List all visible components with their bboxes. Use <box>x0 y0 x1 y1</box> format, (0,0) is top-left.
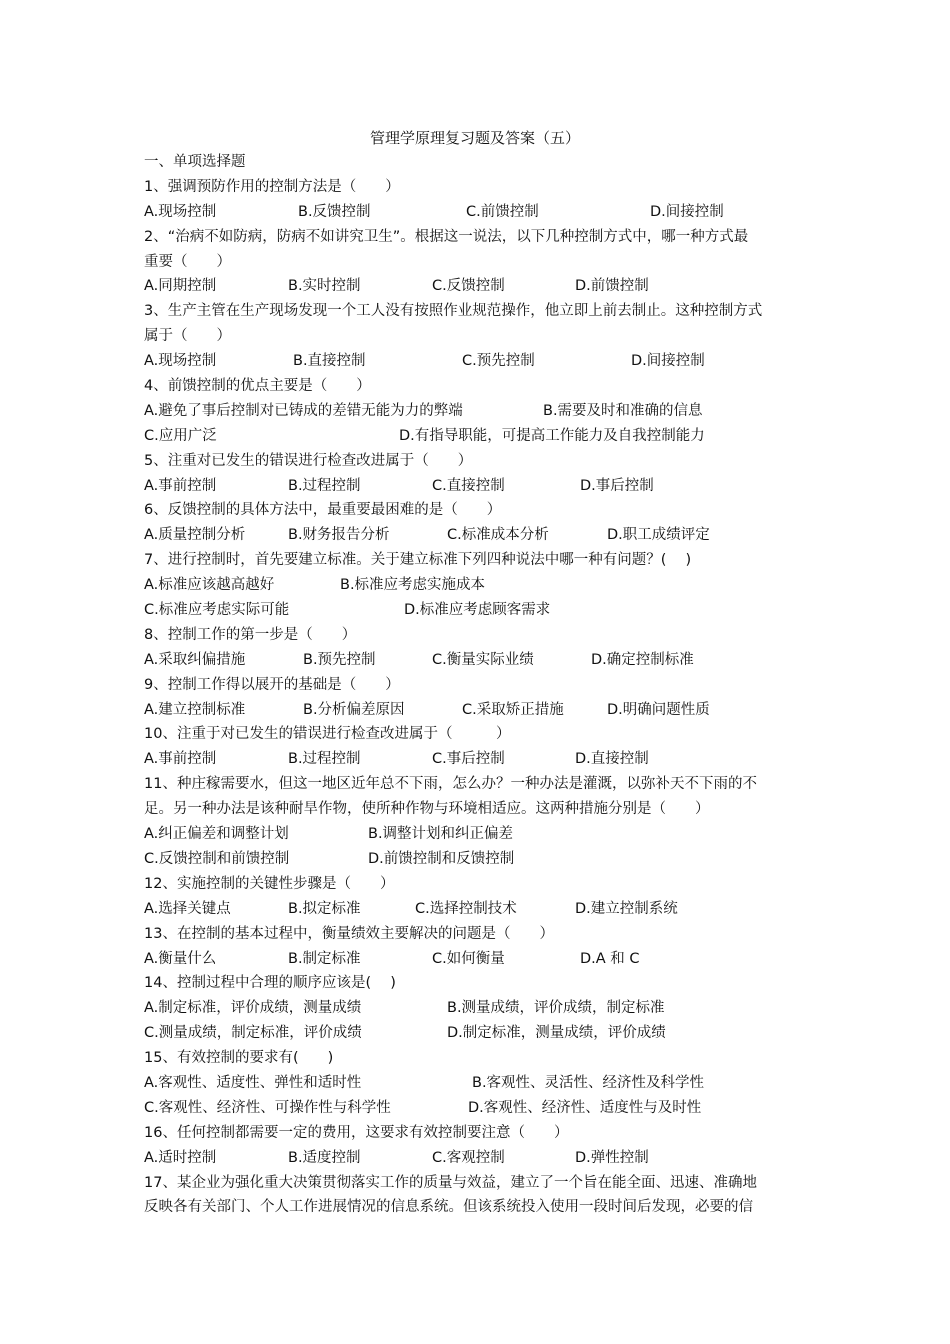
options-row <box>144 200 824 225</box>
question-stem: 15、有效控制的要求有( ) <box>144 1050 334 1067</box>
options-row <box>144 274 824 299</box>
question-stem: 12、实施控制的关键性步骤是（ ） <box>144 875 395 892</box>
document-title: 管理学原理复习题及答案（五） <box>369 129 580 147</box>
answer-option: A.适时控制 <box>144 1149 217 1166</box>
answer-option: C.采取矫正措施 <box>462 701 564 718</box>
answer-option: C.客观性、经济性、可操作性与科学性 <box>144 1099 391 1116</box>
answer-option: D.确定控制标准 <box>591 651 694 668</box>
answer-option: D.制定标准，测量成绩，评价成绩 <box>447 1025 666 1042</box>
answer-option: C.标准应考虑实际可能 <box>144 602 290 619</box>
answer-option: C.直接控制 <box>432 477 505 494</box>
answer-option: D.弹性控制 <box>575 1149 649 1166</box>
answer-option: B.预先控制 <box>303 651 376 668</box>
answer-option: B.标准应考虑实施成本 <box>340 577 486 594</box>
answer-option: B.拟定标准 <box>288 900 361 917</box>
answer-option: A.标准应该越高越好 <box>144 577 275 594</box>
options-row <box>144 698 824 723</box>
options-row <box>144 573 824 598</box>
answer-option: C.反馈控制和前馈控制 <box>144 850 290 867</box>
answer-option: A.同期控制 <box>144 278 217 295</box>
question-stem-continued: 反映各有关部门、个人工作进展情况的信息系统。但该系统投入使用一段时间后发现，必要的信 <box>144 1199 753 1216</box>
answer-option: C.客观控制 <box>432 1149 505 1166</box>
answer-option: B.直接控制 <box>293 353 366 370</box>
question-stem: 16、任何控制都需要一定的费用，这要求有效控制要注意（ ） <box>144 1124 569 1141</box>
answer-option: A.建立控制标准 <box>144 701 246 718</box>
question-stem: 14、控制过程中合理的顺序应该是( ) <box>144 975 396 992</box>
answer-option: C.衡量实际业绩 <box>432 651 534 668</box>
answer-option: A.现场控制 <box>144 203 217 220</box>
answer-option: C.事后控制 <box>432 751 505 768</box>
question-stem: 3、生产主管在生产现场发现一个工人没有按照作业规范操作，他立即上前去制止。这种控制方式 <box>144 303 763 320</box>
answer-option: B.财务报告分析 <box>288 527 390 544</box>
question-stem: 13、在控制的基本过程中，衡量绩效主要解决的问题是（ ） <box>144 925 554 942</box>
answer-option: B.过程控制 <box>288 751 361 768</box>
answer-option: B.实时控制 <box>288 278 361 295</box>
answer-option: B.测量成绩，评价成绩，制定标准 <box>447 1000 665 1017</box>
options-row <box>144 598 824 623</box>
question-stem: 5、注重对已发生的错误进行检查改进属于（ ） <box>144 452 473 469</box>
answer-option: D.标准应考虑顾客需求 <box>404 602 551 619</box>
answer-option: D.建立控制系统 <box>575 900 678 917</box>
answer-option: D.间接控制 <box>650 203 724 220</box>
answer-option: D.前馈控制和反馈控制 <box>368 850 515 867</box>
options-row <box>144 1146 824 1171</box>
options-row <box>144 349 824 374</box>
options-row <box>144 747 824 772</box>
answer-option: D.职工成绩评定 <box>607 527 710 544</box>
options-row <box>144 474 824 499</box>
answer-option: C.标准成本分析 <box>447 527 549 544</box>
answer-option: C.反馈控制 <box>432 278 505 295</box>
answer-option: A.衡量什么 <box>144 950 217 967</box>
question-stem-continued: 重要（ ） <box>144 253 231 270</box>
answer-option: B.适度控制 <box>288 1149 361 1166</box>
answer-option: A.现场控制 <box>144 353 217 370</box>
answer-option: D.前馈控制 <box>575 278 649 295</box>
answer-option: A.制定标准，评价成绩，测量成绩 <box>144 1000 362 1017</box>
options-row <box>144 399 824 424</box>
answer-option: A.采取纠偏措施 <box>144 651 246 668</box>
answer-option: B.客观性、灵活性、经济性及科学性 <box>472 1074 705 1091</box>
answer-option: A.纠正偏差和调整计划 <box>144 826 289 843</box>
options-row <box>144 648 824 673</box>
options-row <box>144 847 824 872</box>
options-row <box>144 1071 824 1096</box>
question-stem: 2、“治病不如防病，防病不如讲究卫生”。根据这一说法，以下几种控制方式中，哪一种方式最 <box>144 228 749 245</box>
answer-option: A.事前控制 <box>144 477 217 494</box>
section-heading: 一、单项选择题 <box>144 154 246 170</box>
answer-option: A.客观性、适度性、弹性和适时性 <box>144 1074 362 1091</box>
question-stem: 9、控制工作得以展开的基础是（ ） <box>144 676 400 693</box>
options-row <box>144 897 824 922</box>
answer-option: B.需要及时和准确的信息 <box>543 402 703 419</box>
answer-option: D.A 和 C <box>580 950 640 967</box>
answer-option: A.选择关键点 <box>144 900 231 917</box>
answer-option: C.应用广泛 <box>144 427 217 444</box>
options-row <box>144 996 824 1021</box>
answer-option: B.制定标准 <box>288 950 361 967</box>
answer-option: A.避免了事后控制对已铸成的差错无能为力的弊端 <box>144 402 463 419</box>
question-stem: 11、种庄稼需要水，但这一地区近年总不下雨，怎么办？一种办法是灌溉，以弥补天不下雨的不 <box>144 776 757 793</box>
answer-option: D.客观性、经济性、适度性与及时性 <box>468 1099 702 1116</box>
answer-option: D.明确问题性质 <box>607 701 710 718</box>
answer-option: D.事后控制 <box>580 477 654 494</box>
options-row <box>144 947 824 972</box>
options-row <box>144 1096 824 1121</box>
answer-option: C.测量成绩，制定标准，评价成绩 <box>144 1025 362 1042</box>
question-stem-continued: 属于（ ） <box>144 328 231 345</box>
question-stem: 8、控制工作的第一步是（ ） <box>144 626 357 643</box>
answer-option: C.预先控制 <box>462 353 535 370</box>
question-list <box>144 150 824 1220</box>
answer-option: D.直接控制 <box>575 751 649 768</box>
answer-option: A.质量控制分析 <box>144 527 246 544</box>
question-stem: 6、反馈控制的具体方法中，最重要最困难的是（ ） <box>144 502 502 519</box>
question-stem: 4、前馈控制的优点主要是（ ） <box>144 378 371 395</box>
answer-option: D.间接控制 <box>631 353 705 370</box>
question-stem: 17、某企业为强化重大决策贯彻落实工作的质量与效益，建立了一个旨在能全面、迅速、准确地 <box>144 1174 757 1191</box>
answer-option: B.分析偏差原因 <box>303 701 405 718</box>
answer-option: A.事前控制 <box>144 751 217 768</box>
question-stem: 1、强调预防作用的控制方法是（ ） <box>144 178 400 195</box>
answer-option: C.选择控制技术 <box>415 900 517 917</box>
options-row <box>144 1021 824 1046</box>
options-row <box>144 822 824 847</box>
options-row <box>144 424 824 449</box>
answer-option: B.调整计划和纠正偏差 <box>368 826 514 843</box>
question-stem: 10、注重于对已发生的错误进行检查改进属于（ ） <box>144 726 511 743</box>
answer-option: B.反馈控制 <box>298 203 371 220</box>
answer-option: C.前馈控制 <box>466 203 539 220</box>
question-stem-continued: 足。另一种办法是该种耐旱作物，使所种作物与环境相适应。这两种措施分别是（ ） <box>144 801 710 818</box>
answer-option: B.过程控制 <box>288 477 361 494</box>
answer-option: D.有指导职能，可提高工作能力及自我控制能力 <box>399 427 705 444</box>
question-stem: 7、进行控制时，首先要建立标准。关于建立标准下列四种说法中哪一种有问题？( ) <box>144 552 692 569</box>
answer-option: C.如何衡量 <box>432 950 505 967</box>
options-row <box>144 523 824 548</box>
